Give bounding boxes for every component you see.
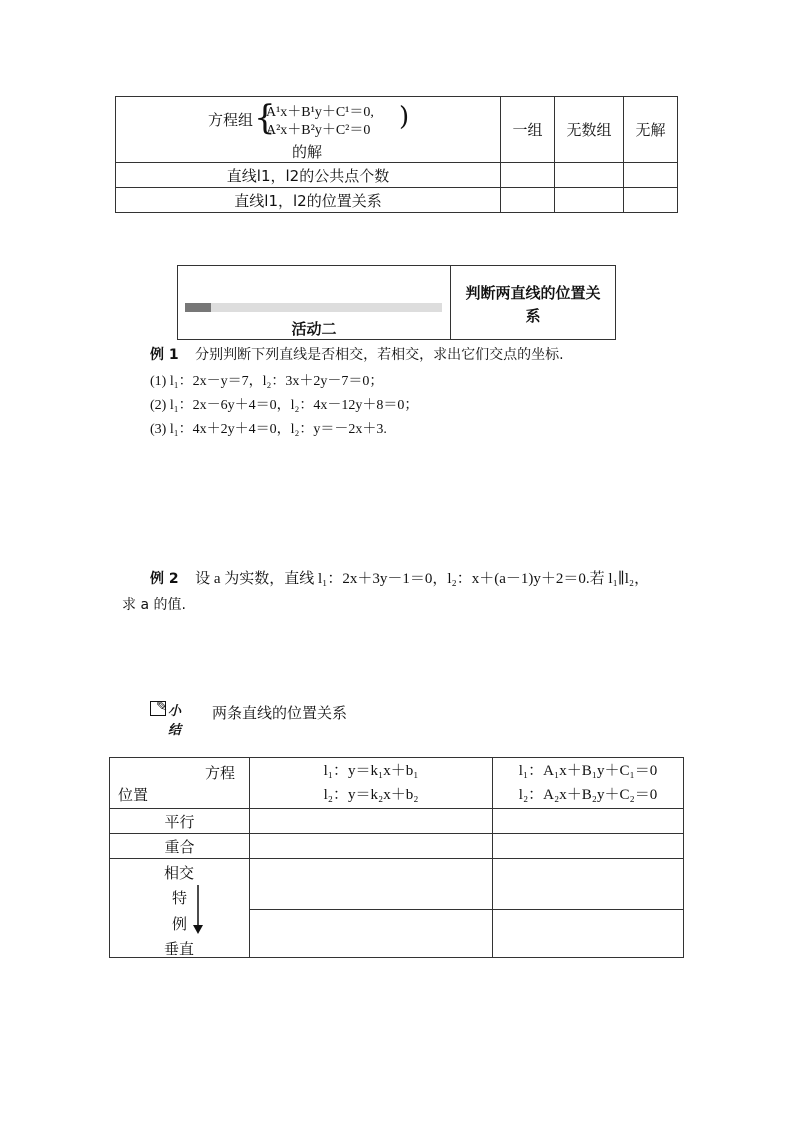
special-label-2: 例 [172,915,188,933]
position-table [109,757,684,958]
slope-form-header [250,758,493,809]
example1-item-1: (1) l₁：2x－y＝7，l₂：3x＋2y－7＝0； [150,374,384,389]
example1-item-2: (2) l₁：2x－6y＋4＝0，l₂：4x－12y＋8＝0； [150,398,419,413]
activity-progress-fill [185,303,211,312]
right-paren: ) [399,102,410,132]
example2-title: 例 2 [150,571,179,587]
intersect-label: 相交 [164,864,195,882]
down-arrow-icon [192,885,204,935]
special-label-1: 特 [172,889,188,907]
col-infinite-solutions: 无数组 [555,97,624,163]
slope-l2: l₂：y＝k₂x＋b₂ [323,787,419,803]
system-eq2: A²x＋B²y＋C²＝0 [266,123,371,138]
row-parallel: 平行 [110,809,250,834]
system-suffix: 的解 [292,143,323,161]
corner-cell [110,758,250,809]
slope-l1: l₁：y＝k₁x＋b₁ [323,763,419,779]
row-coincident: 重合 [110,834,250,859]
col-no-solution: 无解 [624,97,678,163]
general-l1: l₁：A₁x＋B₁y＋C₁＝0 [518,763,658,779]
pencil-icon: ✎ [156,699,168,715]
system-label: 方程组 [208,111,254,129]
example1-header [150,345,564,365]
example2-header [150,569,649,589]
row-intersection-count: 直线l1，l2的公共点个数 [116,163,501,188]
activity-label: 活动二 [291,320,337,338]
example2-text-line1: 设 a 为实数，直线 l₁：2x＋3y－1＝0，l₂：x＋(a－1)y＋2＝0.若 l₁∥l₂， [195,571,650,587]
corner-top: 方程 [204,764,235,782]
corner-bottom: 位置 [118,786,149,804]
example2-text-line2: 求 a 的值. [122,597,186,613]
general-form-header [493,758,684,809]
system-eq1: A¹x＋B¹y＋C¹＝0, [266,105,374,120]
example1-item-3: (3) l₁：4x＋2y＋4＝0，l₂：y＝－2x＋3. [150,422,387,437]
general-l2: l₂：A₂x＋B₂y＋C₂＝0 [518,787,658,803]
summary-title: 两条直线的位置关系 [212,704,348,722]
system-header-cell [116,97,501,163]
summary-badge: 小结 [168,704,182,738]
activity-progress-track [185,303,442,312]
row-intersect [110,859,250,958]
col-one-solution: 一组 [501,97,555,163]
activity-box [177,265,616,340]
activity-title: 判断两直线的位置关系 [465,284,601,325]
row-position-relation: 直线l1，l2的位置关系 [116,188,501,213]
activity-left [178,266,451,339]
example1-title: 例 1 [150,347,179,363]
solution-table [115,96,678,213]
example1-text: 分别判断下列直线是否相交，若相交，求出它们交点的坐标. [195,347,564,363]
perpendicular-label: 垂直 [164,940,195,958]
left-brace: { [254,98,276,138]
